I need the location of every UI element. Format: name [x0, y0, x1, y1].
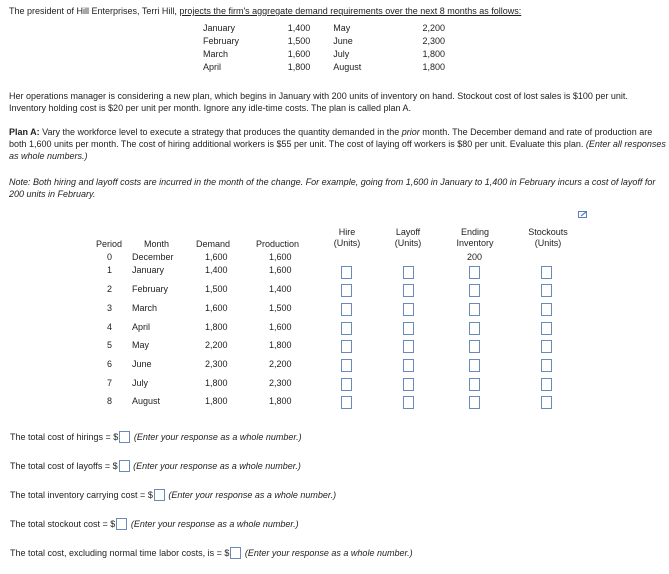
demand-row: March 1,600 July 1,800 [203, 48, 445, 59]
demand-row: January 1,400 May 2,200 [203, 22, 445, 33]
ending-inventory-input[interactable] [469, 378, 480, 391]
hire-input[interactable] [341, 266, 352, 279]
context-paragraph: Her operations manager is considering a new plan, which begins in January with 200 units of inventory on hand. Stockout cost of lost sales is $100 per unit. Inventory holding cost is $20 per unit per month. Ignore any idle-time costs. The plan is called plan A. [9, 91, 628, 113]
layoff-input[interactable] [403, 359, 414, 372]
hire-input[interactable] [341, 322, 352, 335]
hire-input[interactable] [341, 378, 352, 391]
ending-inventory-input[interactable] [469, 266, 480, 279]
hire-input[interactable] [341, 284, 352, 297]
intro-underlined: projects the firm's aggregate demand requirements over the next 8 months as follows: [179, 6, 522, 16]
stockouts-input[interactable] [541, 303, 552, 316]
layoff-input[interactable] [403, 284, 414, 297]
total-inventory-input[interactable] [154, 489, 165, 501]
layoff-input[interactable] [403, 378, 414, 391]
header-month: Month [144, 239, 170, 249]
stockouts-input[interactable] [541, 396, 552, 409]
stockouts-input[interactable] [541, 340, 552, 353]
header-ending-inventory: Ending Inventory [456, 227, 494, 248]
total-stockout-line: The total stockout cost = $ (Enter your response as a whole number.) [10, 519, 299, 529]
ending-inventory-input[interactable] [469, 340, 480, 353]
note-paragraph: Note: Both hiring and layoff costs are incurred in the month of the change. For example, going from 1,600 in January to 1,400 in February incurs a cost of layoff for 200 units in February. [9, 177, 656, 199]
total-hiring-input[interactable] [119, 431, 130, 443]
hire-input[interactable] [341, 396, 352, 409]
intro-text: The president of Hill Enterprises, Terri Hill, projects the firm's aggregate demand requirements over the next 8 months as follows: [9, 6, 522, 16]
plan-a-paragraph: Plan A: Vary the workforce level to execute a strategy that produces the quantity demanded in the prior month. The December demand and rate of production are both 1,600 units per month. The cost of hiring additional workers is $55 per unit. The cost of laying off workers is $80 per unit. Evaluate this plan. (Enter all responses as whole numbers.) [9, 127, 666, 161]
layoff-input[interactable] [403, 340, 414, 353]
layoff-input[interactable] [403, 303, 414, 316]
ending-inventory-input[interactable] [469, 359, 480, 372]
total-hiring-line: The total cost of hirings = $ (Enter your response as a whole number.) [10, 432, 302, 442]
total-inventory-line: The total inventory carrying cost = $ (Enter your response as a whole number.) [10, 490, 337, 500]
stockouts-input[interactable] [541, 378, 552, 391]
total-cost-input[interactable] [230, 547, 241, 559]
header-production: Production [256, 239, 300, 249]
total-layoff-line: The total cost of layoffs = $ (Enter your response as a whole number.) [10, 461, 301, 471]
stockouts-input[interactable] [541, 284, 552, 297]
header-stockouts: Stockouts (Units) [528, 227, 568, 248]
stockouts-input[interactable] [541, 266, 552, 279]
pencil-icon[interactable] [578, 211, 588, 219]
stockouts-input[interactable] [541, 322, 552, 335]
demand-table [203, 21, 445, 73]
header-period: Period [96, 239, 123, 249]
layoff-input[interactable] [403, 322, 414, 335]
ending-inventory-input[interactable] [469, 303, 480, 316]
ending-inventory-input[interactable] [469, 322, 480, 335]
layoff-input[interactable] [403, 266, 414, 279]
hire-input[interactable] [341, 359, 352, 372]
total-layoff-input[interactable] [119, 460, 130, 472]
ending-inventory-input[interactable] [469, 284, 480, 297]
ending-inventory-input[interactable] [469, 396, 480, 409]
total-cost-line: The total cost, excluding normal time labor costs, is = $ (Enter your response as a whole number.) [10, 548, 413, 558]
hire-input[interactable] [341, 303, 352, 316]
hire-input[interactable] [341, 340, 352, 353]
plan-table: 0 December 1,600 1,600 200 1 January 1,400 1,600 2 February 1,500 1,400 3 March 1,600 1,500 4 April 1,800 1,600 5 May 2,200 1,800 6 June 2,300 2,200 7 July 1,800 2,300 8 August 1,800 1,800 [0, 252, 669, 412]
header-layoff: Layoff (Units) [394, 227, 422, 248]
total-stockout-input[interactable] [116, 518, 127, 530]
demand-row: February 1,500 June 2,300 [203, 35, 445, 46]
header-demand: Demand [196, 239, 231, 249]
header-hire: Hire (Units) [333, 227, 361, 248]
demand-row: April 1,800 August 1,800 [203, 61, 445, 72]
stockouts-input[interactable] [541, 359, 552, 372]
layoff-input[interactable] [403, 396, 414, 409]
